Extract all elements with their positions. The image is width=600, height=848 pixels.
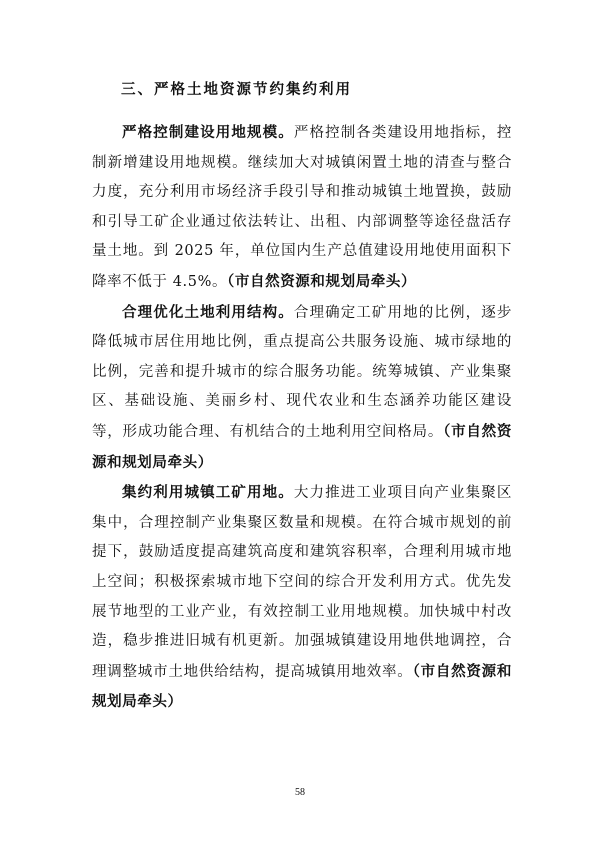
paragraph-lead: 合理优化土地利用结构。	[122, 303, 294, 321]
paragraph-body: 严格控制各类建设用地指标，控制新增建设用地规模。继续加大对城镇闲置土地的清查与整合力度，充分利用市场经济手段引导和推动城镇土地置换，鼓励和引导工矿企业通过依法转让、出租、内部调整等途径盘活存量土地。到 2025 年，单位国内生产总值建设用地使用面积下降率不低于 4.5%。	[92, 125, 512, 290]
paragraph-lead: 严格控制建设用地规模。	[122, 124, 294, 141]
responsible-agency-tag: （市自然资源和规划局牵头）	[92, 662, 512, 711]
paragraph-body: 大力推进工业项目向产业集聚区集中，合理控制产业集聚区数量和规模。在符合城市规划的前提下，鼓励适度提高建筑高度和建筑容积率，合理利用城市地上空间；积极探索城市地下空间的综合开发利用方式。优先发展节地型的工业产业，有效控制工业用地规模。加快城中村改造，稳步推进旧城有机更新。加强城镇建设用地供地调控，合理调整城市土地供给结构，提高城镇用地效率。	[92, 485, 512, 680]
paragraph-land-scale	[92, 118, 512, 298]
paragraph-body: 合理确定工矿用地的比例，逐步降低城市居住用地比例，重点提高公共服务设施、城市绿地的比例，完善和提升城市的综合服务功能。统筹城镇、产业集聚区、基础设施、美丽乡村、现代农业和生态涵养功能区建设等，形成功能合理、有机结合的土地利用空间格局。	[92, 304, 512, 440]
paragraph-industrial-land	[92, 478, 512, 718]
section-heading: 三、严格土地资源节约集约利用	[121, 81, 352, 98]
page-number: 58	[295, 787, 305, 798]
responsible-agency-tag: （市自然资源和规划局牵头）	[227, 272, 417, 290]
paragraph-lead: 集约利用城镇工矿用地。	[122, 484, 294, 502]
responsible-agency-tag: （市自然资源和规划局牵头）	[92, 422, 512, 471]
paragraph-land-structure	[92, 298, 512, 479]
section-body	[92, 118, 512, 718]
